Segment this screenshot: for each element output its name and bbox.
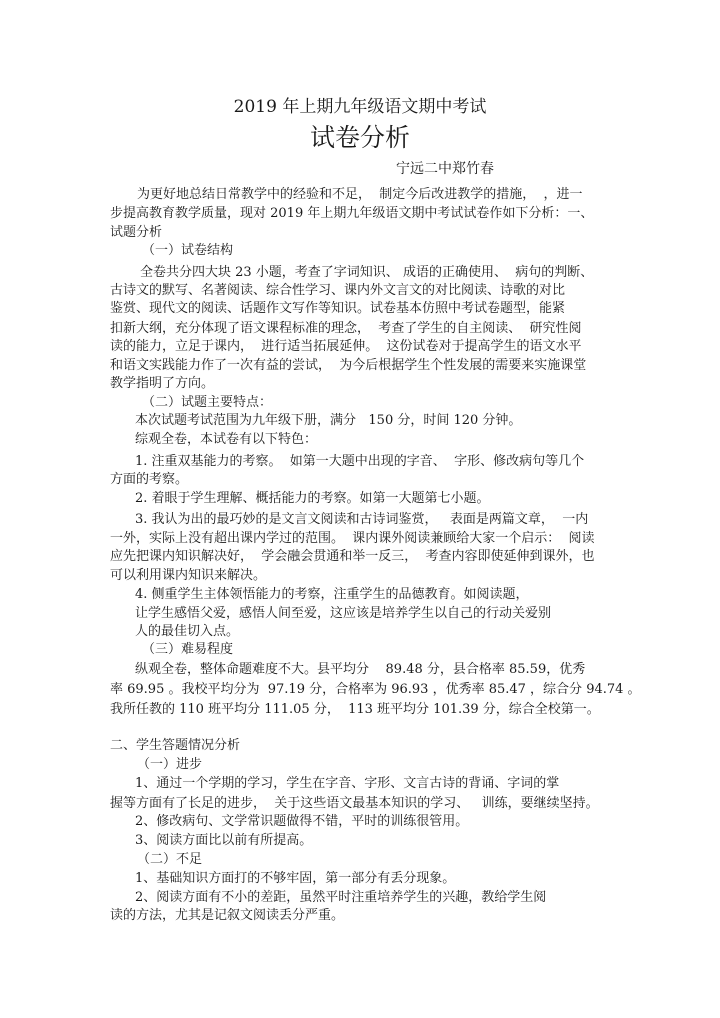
body-line: 一外，实际上没有超出课内学过的范围。 课内课外阅读兼顾给大家一个启示： 阅读 [110,531,595,546]
body-line: 应先把课内知识解决好， 学会融会贯通和举一反三， 考查内容即使延伸到课外，也 [110,549,595,564]
body-line: 率 69.95 。我校平均分为 97.19 分，合格率为 96.93 ，优秀率 85.47 ，综合分 94.74 。 [110,682,641,697]
document-author: 宁远二中郑竹春 [396,161,494,177]
body-line: 为更好地总结日常教学中的经验和不足， 制定今后改进教学的措施， ，进一 [137,187,583,202]
body-line: 综观全卷，本试卷有以下特色： [135,432,318,447]
body-line: 鉴赏、现代文的阅读、话题作文写作等知识。试卷基本仿照中考试卷题型，能紧 [110,301,566,316]
body-line: 可以利用课内知识来解决。 [110,568,267,583]
body-line: 教学指明了方向。 [110,376,215,391]
body-line: 扣新大纲，充分体现了语文课程标准的理念， 考查了学生的自主阅读、 研究性阅 [110,321,582,336]
body-line: 全卷共分四大块 23 小题，考查了字词知识、 成语的正确使用、 病句的判断、 [140,265,594,280]
body-line: 1、基础知识方面打的不够牢固，第一部分有丢分现象。 [135,871,456,886]
section-heading: （一）进步 [137,757,203,772]
body-line: 让学生感悟父爱，感悟人间至爱，这应该是培养学生以自己的行动关爱别 [135,606,552,621]
body-line: 2、修改病句、文学常识题做得不错，平时的训练很管用。 [135,814,469,829]
body-line: 3、阅读方面比以前有所提高。 [135,833,313,848]
document-title: 2019 年上期九年级语文期中考试 [233,97,487,117]
body-line: 和语文实践能力作了一次有益的尝试， 为今后根据学生个性发展的需要来实施课堂 [110,358,587,373]
body-line: 1、通过一个学期的学习，学生在字音、字形、文言古诗的背诵、字词的掌 [135,776,560,791]
body-line: 4. 侧重学生主体领悟能力的考察，注重学生的品德教育。如阅读题， [135,587,529,602]
body-line: 我所任教的 110 班平均分 111.05 分， 113 班平均分 101.39 分，综合全校第一。 [110,702,600,717]
body-line: 2. 着眼于学生理解、概括能力的考察。如第一大题第七小题。 [135,491,490,506]
body-line: 古诗文的默写、名著阅读、综合性学习、课内外文言文的对比阅读、诗歌的对比 [110,283,566,298]
body-line: 读的能力，立足于课内， 进行适当拓展延伸。 这份试卷对于提高学生的语文水平 [110,339,582,354]
section-heading: 二、学生答题情况分析 [110,738,241,753]
body-line: 纵观全卷，整体命题难度不大。县平均分 89.48 分，县合格率 85.59，优秀 [135,662,586,677]
document-subtitle: 试卷分析 [309,123,410,152]
section-heading: （一）试卷结构 [142,243,234,258]
body-line: 试题分析 [110,225,163,240]
body-line: 人的最佳切入点。 [135,624,240,639]
section-heading: （二）不足 [137,852,203,867]
body-line: 握等方面有了长足的进步， 关于这些语文最基本知识的学习、 训练，要继续坚持。 [110,796,599,811]
body-line: 2、阅读方面有不小的差距，虽然平时注重培养学生的兴趣，教给学生阅 [135,890,547,905]
body-line: 步提高教育教学质量，现对 2019 年上期九年级语文期中考试试卷作如下分析：一、 [110,206,594,221]
body-line: 方面的考察。 [110,472,189,487]
section-heading: （三）难易程度 [142,642,234,657]
section-heading: （二）试题主要特点： [142,395,273,410]
body-line: 本次试题考试范围为九年级下册，满分 150 分，时间 120 分钟。 [135,413,522,428]
body-line: 3. 我认为出的最巧妙的是文言文阅读和古诗词鉴赏， 表面是两篇文章， 一内 [135,512,589,527]
body-line: 1. 注重双基能力的考察。 如第一大题中出现的字音、 字形、修改病句等几个 [135,454,585,469]
body-line: 读的方法，尤其是记叙文阅读丢分严重。 [110,908,345,923]
